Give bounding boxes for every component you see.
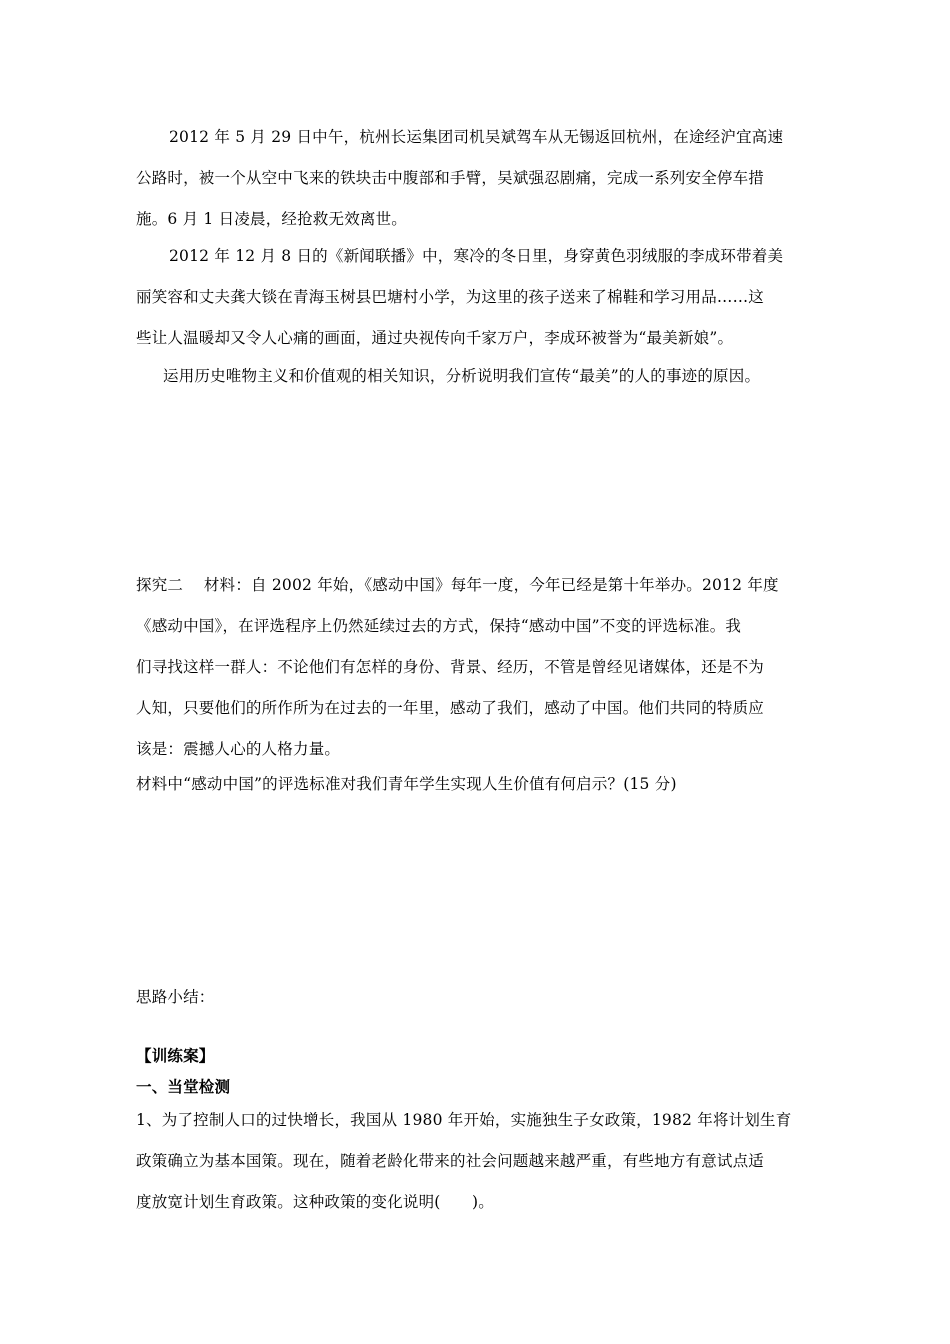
question-item-1-line-3: 度放宽计划生育政策。这种政策的变化说明( )。	[136, 1193, 494, 1211]
paragraph-wubin-line-1: 2012 年 5 月 29 日中午，杭州长运集团司机吴斌驾车从无锡返回杭州，在途经沪宜高速	[169, 128, 784, 146]
paragraph-lichenghuan-line-1: 2012 年 12 月 8 日的《新闻联播》中，寒冷的冬日里，身穿黄色羽绒服的李成环带着美	[169, 247, 784, 265]
paragraph-explore2-line-4: 人知，只要他们的所作所为在过去的一年里，感动了我们，感动了中国。他们共同的特质应	[136, 699, 765, 717]
paragraph-explore2-line-2: 《感动中国》，在评选程序上仍然延续过去的方式，保持“感动中国”不变的评选标准。我	[136, 617, 742, 635]
heading-in-class-check: 一、当堂检测	[136, 1078, 231, 1096]
question-1: 运用历史唯物主义和价值观的相关知识，分析说明我们宣传“最美”的人的事迹的原因。	[163, 367, 761, 385]
paragraph-explore2-line-5: 该是：震撼人心的人格力量。	[136, 740, 341, 758]
paragraph-explore2-line-3: 们寻找这样一群人：不论他们有怎样的身份、背景、经历，不管是曾经见诸媒体，还是不为	[136, 658, 765, 676]
question-2: 材料中“感动中国”的评选标准对我们青年学生实现人生价值有何启示？(15 分)	[136, 775, 677, 793]
paragraph-wubin-line-3: 施。6 月 1 日凌晨，经抢救无效离世。	[136, 210, 408, 228]
question-item-1-line-1: 1、为了控制人口的过快增长，我国从 1980 年开始，实施独生子女政策，1982 年将计划生育	[136, 1111, 792, 1129]
summary-label: 思路小结：	[136, 988, 215, 1006]
paragraph-lichenghuan-line-2: 丽笑容和丈夫龚大锬在青海玉树县巴塘村小学，为这里的孩子送来了棉鞋和学习用品……这	[136, 288, 765, 306]
paragraph-lichenghuan-line-3: 些让人温暖却又令人心痛的画面，通过央视传向千家万户，李成环被誉为“最美新娘”。	[136, 329, 734, 347]
paragraph-explore2-line-1: 探究二 材料：自 2002 年始，《感动中国》每年一度，今年已经是第十年举办。2012 年度	[136, 576, 779, 594]
paragraph-wubin-line-2: 公路时，被一个从空中飞来的铁块击中腹部和手臂，吴斌强忍剧痛，完成一系列安全停车措	[136, 169, 765, 187]
heading-training: 【训练案】	[136, 1047, 215, 1065]
question-item-1-line-2: 政策确立为基本国策。现在，随着老龄化带来的社会问题越来越严重，有些地方有意试点适	[136, 1152, 765, 1170]
